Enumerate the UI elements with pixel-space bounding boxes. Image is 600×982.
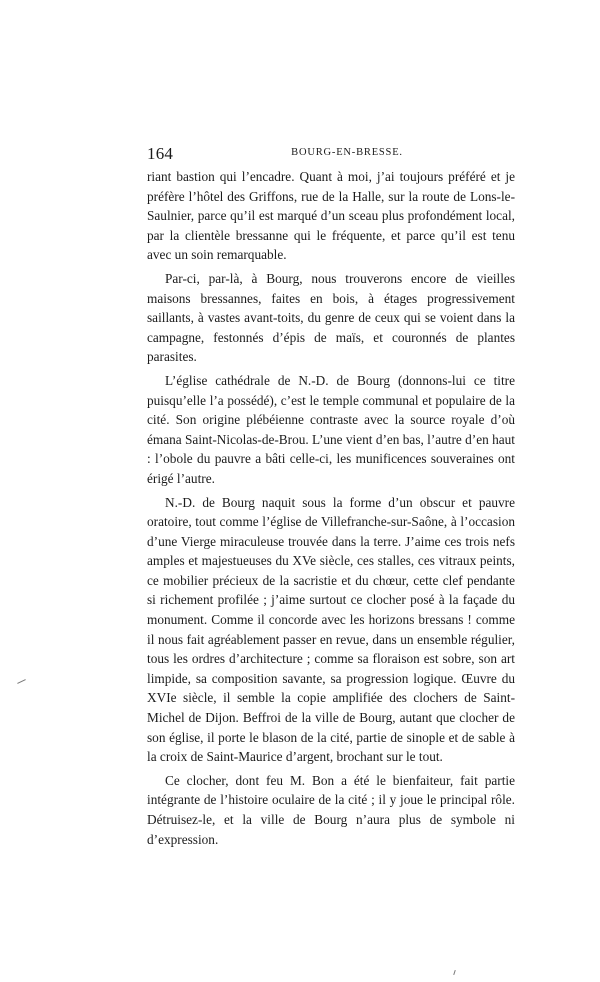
- running-head: [147, 144, 517, 164]
- paragraph-cathedral: L’église cathédrale de N.-D. de Bourg (donnons-lui ce titre puisqu’elle l’a possédé), c’est le temple communal et populaire de la cité. Son origine plébéienne contraste avec la source royale d’où émana Saint-Nicolas-de-Brou. L’une vient d’en bas, l’autre d’en haut : l’obole du pauvre a bâti celle-ci, les munificences souveraines ont érigé l’autre.: [147, 372, 516, 486]
- body-text: [147, 167, 515, 853]
- paragraph-continuation: riant bastion qui l’encadre. Quant à moi, j’ai toujours préféré et je préfère l’hôtel des Griffons, rue de la Halle, sur la route de Lons-le-Saulnier, parce qu’il est marqué d’un sceau plus profondément local, par la clientèle bressanne qui le fréquente, et parce qu’il est tenu avec un soin remarquable.: [147, 169, 515, 263]
- margin-pencil-mark: [17, 679, 26, 684]
- paragraph-bell-tower: N.-D. de Bourg naquit sous la forme d’un obscur et pauvre oratoire, tout comme l’église de Villefranche-sur-Saône, à l’occasion d’une Vierge miraculeuse trouvée dans la terre. J’aime ces trois nefs amples et majestueuses du XVe siècle, ces stalles, ces vitraux peints, ce mobilier précieux de la sacristie et du chœur, cette clef pendante si richement profilée ; j’aime surtout ce clocher posé à la façade du monument. Comme il concorde avec les horizons bressans ! comme il nous fait agréablement passer en revue, dans un ensemble régulier, tous les ordres d’architecture ; comme sa floraison est sobre, son art limpide, sa composition savante, sa progression logique. Œuvre du XVIe siècle, il semble la copie amplifiée des clochers de Saint-Michel de Dijon. Beffroi de la ville de Bourg, autant que clocher de son église, il porte le blason de la cité, partie de sinople et de sable à la croix de Saint-Maurice d’argent, brochant sur le tout.: [147, 494, 515, 765]
- page-number: 164: [147, 144, 174, 163]
- paragraph-benefactor: Ce clocher, dont feu M. Bon a été le bienfaiteur, fait partie intégrante de l’histoire oculaire de la cité ; il y joue le principal rôle. Détruisez-le, et la ville de Bourg n’aura plus de symbole ni d’expression.: [147, 772, 515, 847]
- running-title: BOURG-EN-BRESSE.: [291, 147, 403, 158]
- bottom-pencil-mark: [453, 970, 455, 975]
- paragraph-old-houses: Par-ci, par-là, à Bourg, nous trouverons encore de vieilles maisons bressannes, faites en bois, à étages progressivement saillants, à vastes avant-toits, du genre de ceux qui se voient dans la campagne, festonnés d’épis de maïs, et couronnés de plantes parasites.: [147, 270, 515, 365]
